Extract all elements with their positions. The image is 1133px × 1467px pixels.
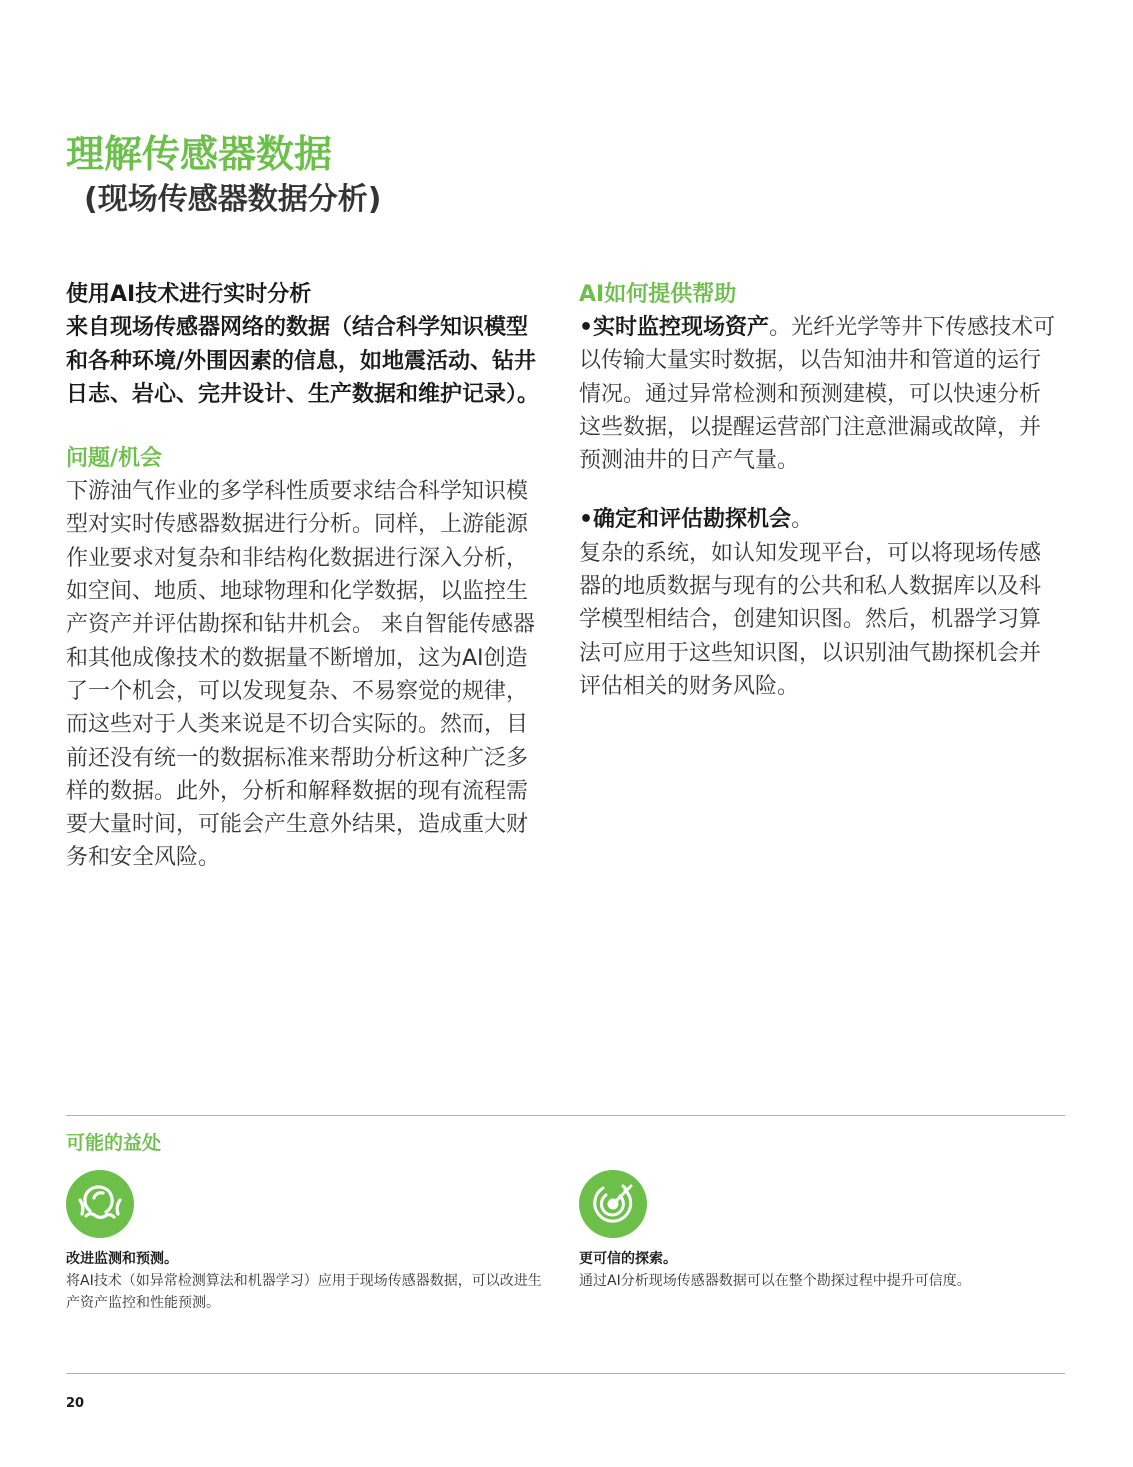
page-title: 理解传感器数据 (66, 132, 333, 176)
benefits-heading: 可能的益处 (66, 1132, 162, 1154)
right-column (579, 278, 1059, 703)
benefit-item-exploration (579, 1170, 1059, 1292)
benefit-monitoring-title: 改进监测和预测。 (66, 1251, 178, 1267)
page-subtitle: (现场传感器数据分析) (84, 182, 382, 217)
how-ai-helps-heading: AI如何提供帮助 (579, 282, 737, 307)
help-item-exploration-title-suffix: 。 (791, 507, 814, 533)
benefit-exploration-title: 更可信的探索。 (579, 1251, 677, 1267)
left-column (66, 278, 546, 875)
help-item-monitoring-body: 。光纤光学等井下传感技术可以传输大量实时数据，以告知油井和管道的运行情况。通过异常检测和预测建模，可以快速分析这些数据，以提醒运营部门注意泄漏或故障，并预测油井的日产气量。 (579, 315, 1056, 474)
benefit-exploration-description: 通过AI分析现场传感器数据可以在整个勘探过程中提升可信度。 (579, 1273, 971, 1289)
help-item-exploration-title: •确定和评估勘探机会 (579, 507, 792, 533)
exploration-target-icon (579, 1170, 647, 1238)
problem-opportunity-body: 下游油气作业的多学科性质要求结合科学知识模型对实时传感器数据进行分析。同样，上游能源作业要求对复杂和非结构化数据进行深入分析，如空间、地质、地球物理和化学数据，以监控生产资产并评估勘探和钻井机会。 来自智能传感器和其他成像技术的数据量不断增加，这为AI创造了一个机会，可以发现复杂、不易察觉的规律，而这些对于人类来说是不切合实际的。然而，目前还没有统一的数据标准来帮助分析这种广泛多样的数据。此外，分析和解释数据的现有流程需要大量时间，可能会产生意外结果，造成重大财务和安全风险。 (66, 479, 535, 871)
benefit-monitoring-description: 将AI技术（如异常检测算法和机器学习）应用于现场传感器数据，可以改进生产资产监控和性能预测。 (66, 1273, 542, 1311)
lead-title: 使用AI技术进行实时分析 (66, 282, 312, 307)
help-item-monitoring-title: •实时监控现场资产 (579, 315, 770, 340)
lead-body: 来自现场传感器网络的数据（结合科学知识模型和各种环境/外围因素的信息，如地震活动、钻井日志、岩心、完井设计、生产数据和维护记录）。 (66, 315, 540, 407)
help-item-monitoring (579, 311, 1059, 477)
problem-opportunity-heading: 问题/机会 (66, 446, 163, 472)
monitoring-icon (66, 1170, 134, 1238)
divider-bottom (66, 1373, 1065, 1374)
divider-top (66, 1115, 1065, 1116)
help-item-exploration-heading (579, 503, 1059, 536)
benefit-item-monitoring (66, 1170, 546, 1314)
help-item-exploration-body: 复杂的系统，如认知发现平台，可以将现场传感器的地质数据与现有的公共和私人数据库以及科学模型相结合，创建知识图。然后，机器学习算法可应用于这些知识图，以识别油气勘探机会并评估相关的财务风险。 (579, 540, 1042, 699)
page-number: 20 (66, 1396, 85, 1411)
